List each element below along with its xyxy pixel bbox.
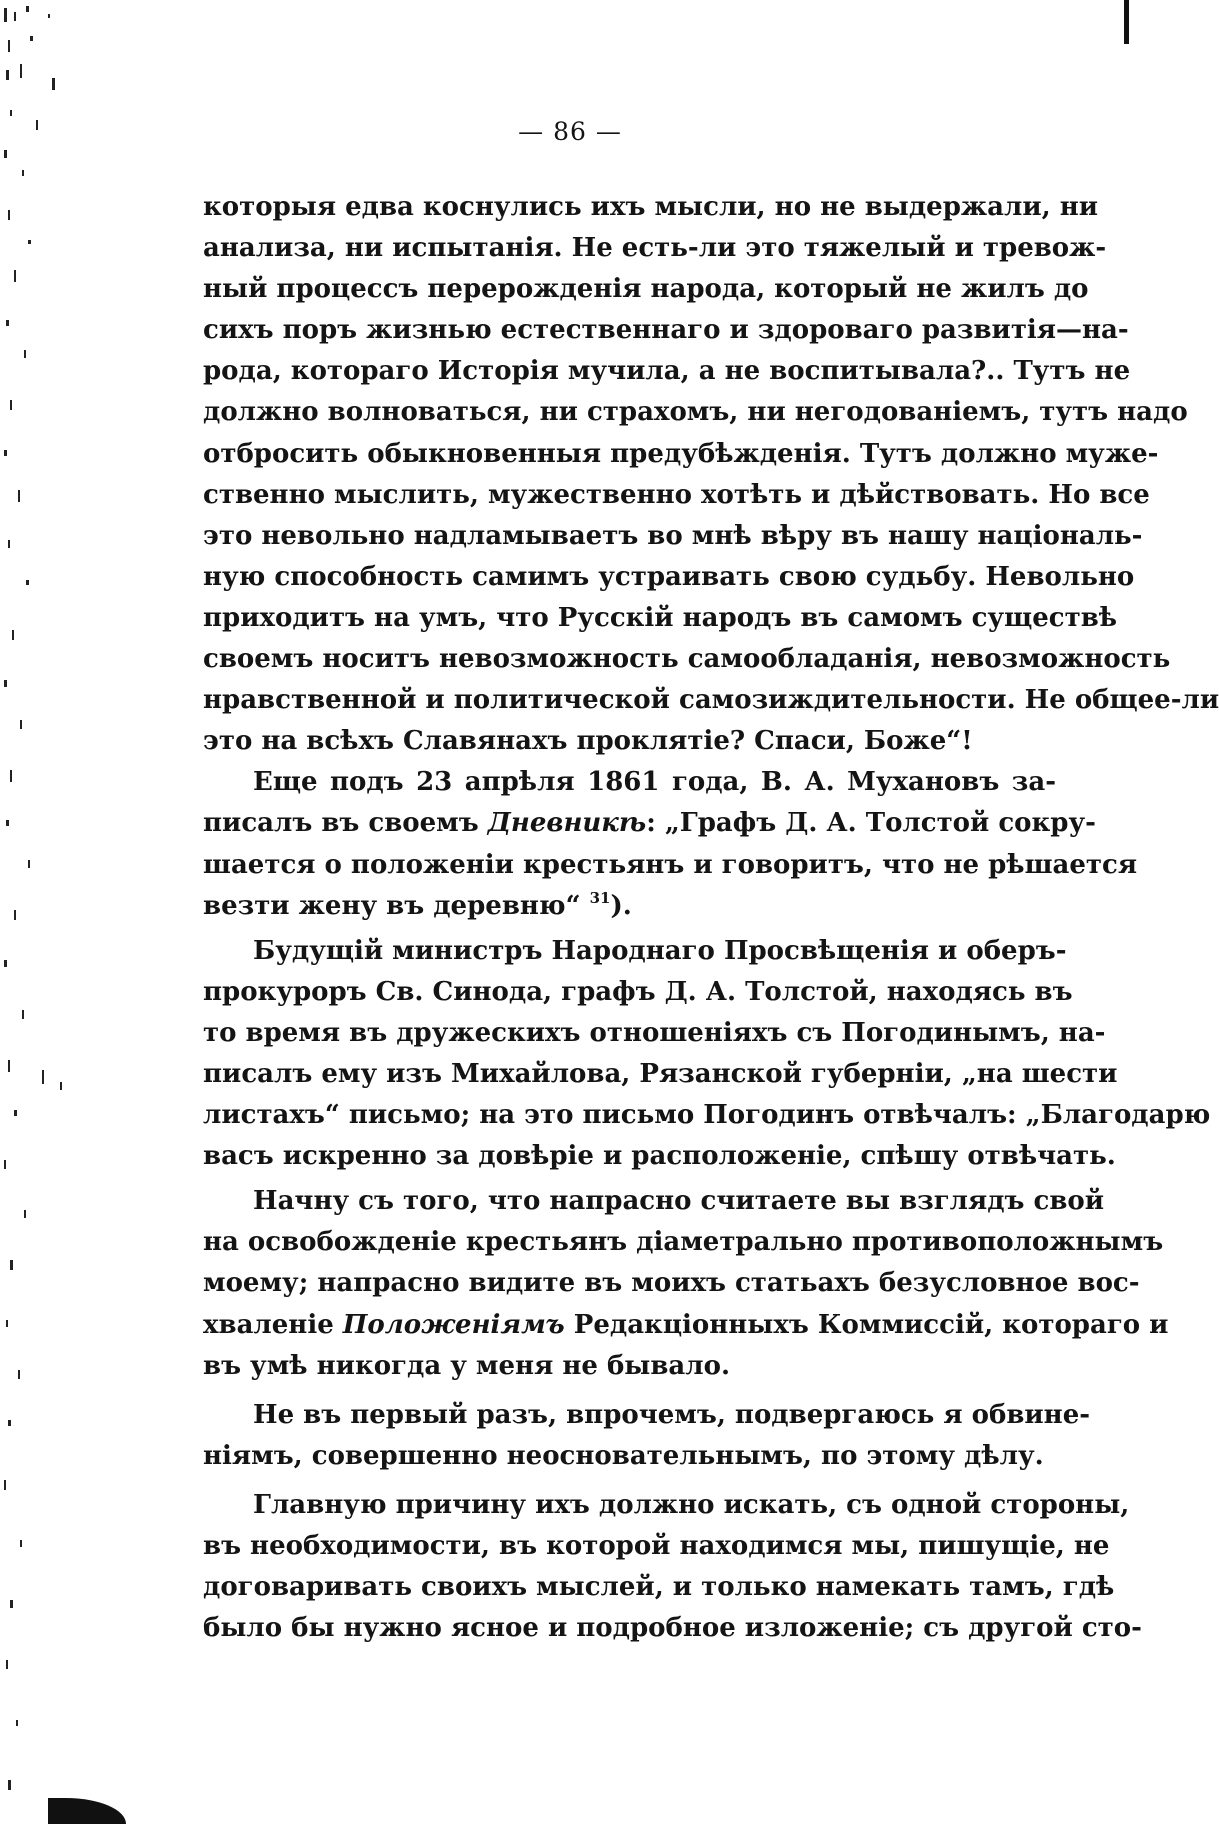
text-line: договаривать своихъ мыслей, и только намекать тамъ, гдѣ — [203, 1572, 1115, 1603]
text-line: ственно мыслить, мужественно хотѣть и дѣйствовать. Но все — [203, 479, 1150, 510]
text-line: приходитъ на умъ, что Русскій народъ въ самомъ существѣ — [203, 602, 1118, 633]
text-line: отбросить обыкновенныя предубѣжденія. Тутъ должно муже- — [203, 438, 1159, 469]
paragraph-3 — [203, 931, 1211, 1178]
text-line: ную способность самимъ устраивать свою судьбу. Невольно — [203, 561, 1135, 592]
paragraph-5 — [203, 1395, 1091, 1477]
text-line: васъ искренно за довѣріе и расположеніе, спѣшу отвѣчать. — [203, 1141, 1116, 1172]
text-line: на освобожденіе крестьянъ діаметрально противоположнымъ — [203, 1227, 1164, 1258]
text-line: ніямъ, совершенно неосновательнымъ, по этому дѣлу. — [203, 1440, 1044, 1471]
text-line: въ необходимости, въ которой находимся мы, пишущіе, не — [203, 1531, 1110, 1561]
paragraph-6 — [203, 1485, 1142, 1649]
text-line: сихъ поръ жизнью естественнаго и здороваго развитія—на- — [203, 315, 1129, 346]
text-line: ный процессъ перерожденія народа, который не жилъ до — [203, 274, 1089, 305]
text-line — [203, 886, 1056, 927]
text-line: въ умѣ никогда у меня не бывало. — [203, 1350, 730, 1381]
text-line: должно волноваться, ни страхомъ, ни негодованіемъ, тутъ надо — [203, 397, 1188, 428]
text-line: Начну съ того, что напрасно считаете вы взглядъ свой — [253, 1186, 1105, 1217]
paragraph-1 — [203, 187, 1219, 762]
page-number: — 86 — — [518, 117, 622, 146]
text-line: было бы нужно ясное и подробное изложеніе; съ другой сто- — [203, 1613, 1142, 1644]
text-run: хваленіе — [203, 1309, 343, 1340]
italic-title: Дневникѣ — [487, 808, 647, 839]
text-line: Еще подъ 23 апрѣля 1861 года, В. А. Мухановъ за- — [253, 767, 1056, 798]
text-line: которыя едва коснулись ихъ мысли, но не выдержали, ни — [203, 192, 1099, 222]
text-line: писалъ ему изъ Михайлова, Рязанской губерніи, „на шести — [203, 1058, 1118, 1089]
text-line: анализа, ни испытанія. Не есть-ли это тяжелый и тревож- — [203, 233, 1107, 264]
text-run: : „Графъ Д. А. Толстой сокру- — [646, 808, 1096, 839]
text-line: нравственной и политической самозиждительности. Не общее-ли — [203, 685, 1219, 716]
text-line: это на всѣхъ Славянахъ проклятіе? Спаси, Боже“! — [203, 726, 973, 757]
scan-noise-margin — [0, 0, 90, 1836]
text-line: это невольно надламываетъ во мнѣ вѣру въ нашу національ- — [203, 520, 1143, 551]
text-line: Не въ первый разъ, впрочемъ, подвергаюсь я обвине- — [253, 1399, 1091, 1430]
body-text — [203, 187, 1219, 1649]
text-line: то время въ дружескихъ отношеніяхъ съ Погодинымъ, на- — [203, 1017, 1106, 1048]
text-line: Будущій министръ Народнаго Просвѣщенія и оберъ- — [253, 935, 1067, 966]
text-run: писалъ въ своемъ — [203, 808, 488, 839]
text-run: ). — [610, 890, 632, 921]
text-line — [203, 1305, 1169, 1346]
text-line: прокуроръ Св. Синода, графъ Д. А. Толстой, находясь въ — [203, 976, 1073, 1007]
text-line: листахъ“ письмо; на это письмо Погодинъ отвѣчалъ: „Благодарю — [203, 1100, 1211, 1131]
text-line: рода, котораго Исторія мучила, а не воспитывала?.. Тутъ не — [203, 356, 1131, 387]
text-line: Главную причину ихъ должно искать, съ одной стороны, — [253, 1489, 1130, 1520]
paragraph-2 — [203, 762, 1138, 926]
text-line: шается о положеніи крестьянъ и говоритъ, что не рѣшается — [203, 849, 1138, 880]
footnote-ref: 31 — [589, 888, 611, 907]
scan-edge-mark — [1124, 0, 1129, 44]
text-line: моему; напрасно видите въ моихъ статьахъ безусловное вос- — [203, 1268, 1140, 1299]
italic-title: Положеніямъ — [342, 1309, 565, 1340]
text-line — [203, 803, 1096, 844]
text-run: везти жену въ деревню“ — [203, 890, 590, 921]
text-line: своемъ носитъ невозможность самообладанія, невозможность — [203, 644, 1171, 675]
paragraph-4 — [203, 1181, 1169, 1386]
text-run: Редакціонныхъ Коммиссій, котораго и — [564, 1309, 1169, 1340]
scan-corner-shadow — [48, 1798, 126, 1824]
